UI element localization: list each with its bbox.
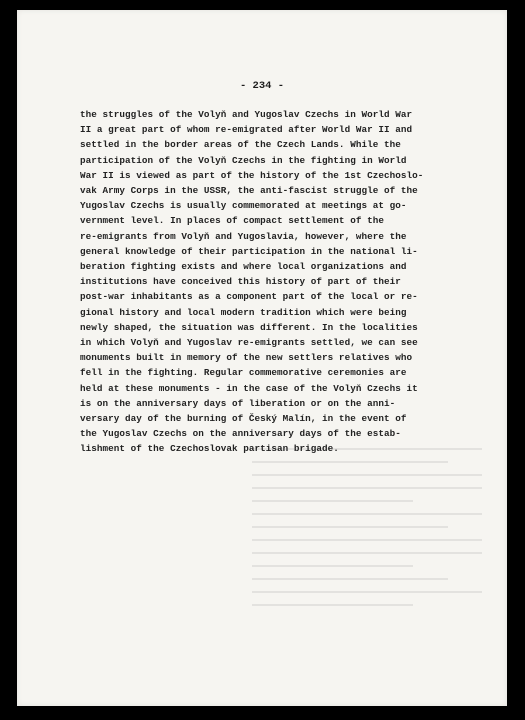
page-number: - 234 - [239, 80, 285, 92]
bleed-line [252, 604, 413, 606]
bleed-through-text [252, 448, 482, 638]
body-paragraph: the struggles of the Volyň and Yugoslav Czechs in World War II a great part of whom re-emigrated after World War II and settled in the border areas of the Czech Lands. While the participation of the Volyň Czechs in the fighting in World War II is viewed as part of the history of the 1st Czechoslo- vak Army Corps in the USSR, the anti-fascist struggle of the Yugoslav Czechs is usually commemorated at meetings at go- vernment level. In places of compact settlement of the re-emigrants from Volyň and Yugoslavia, however, where the general knowledge of their participation in the national li- beration fighting exists and where local organizations and institutions have conceived this history of part of their post-war inhabitants as a component part of the local or re- gional history and local modern tradition which were being newly shaped, the situation was different. In the localities in which Volyň and Yugoslav re-emigrants settled, we can see monuments built in memory of the new settlers relatives who fell in the fighting. Regular commemorative ceremonies are held at these monuments - in the case of the Volyň Czechs it is on the anniversary days of liberation or on the anni- versary day of the burning of Český Malín, in the event of the Yugoslav Czechs on the anniversary days of the estab- lishment of the Czechoslovak [80, 109, 424, 455]
bleed-line [252, 565, 413, 567]
bleed-line [252, 552, 482, 554]
bleed-line [252, 526, 448, 528]
bleed-line [252, 591, 482, 593]
document-page [17, 10, 507, 706]
bleed-line [252, 578, 448, 580]
bleed-line [252, 461, 448, 463]
bleed-line [252, 487, 482, 489]
bleed-line [252, 539, 482, 541]
bleed-line [252, 513, 482, 515]
bleed-line [252, 474, 482, 476]
bleed-line [252, 500, 413, 502]
bleed-line [252, 448, 482, 450]
